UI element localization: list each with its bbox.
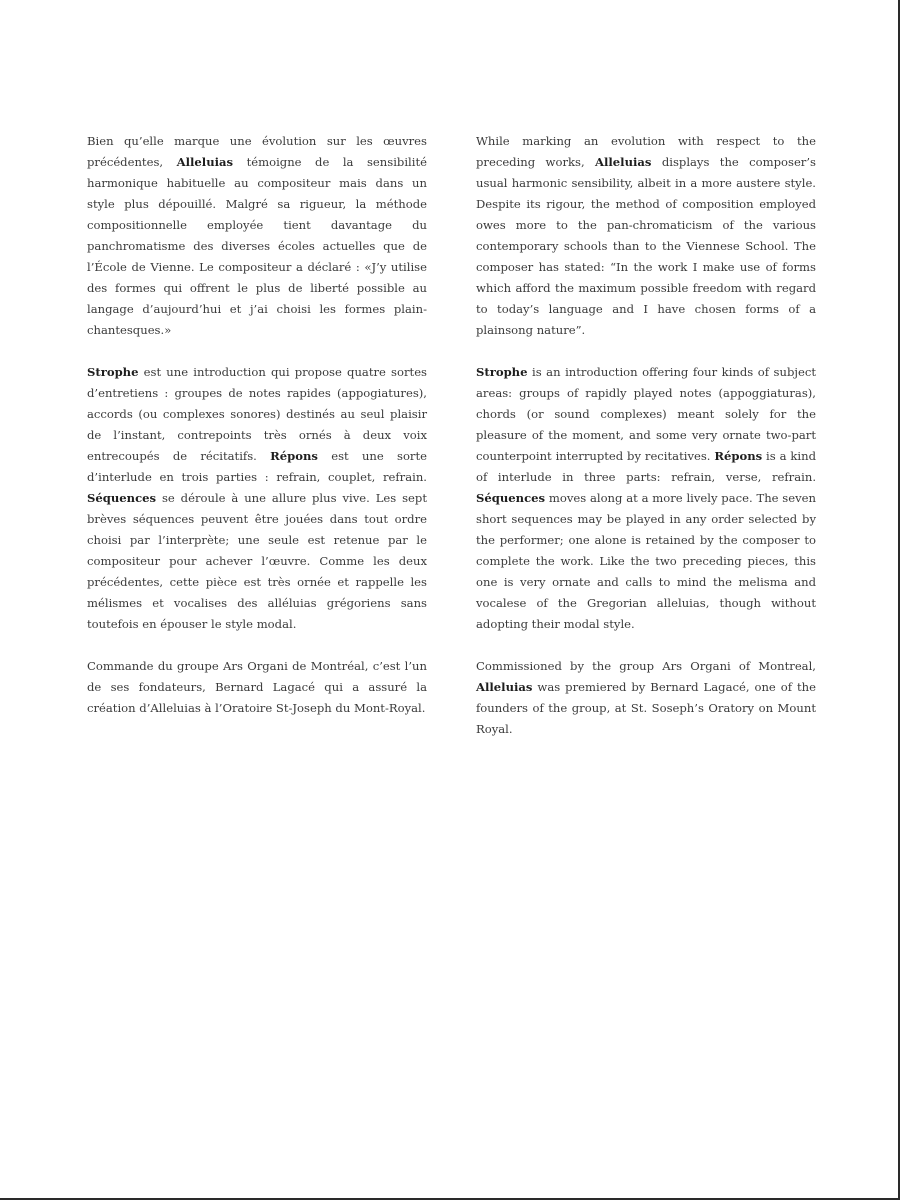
- work-title: Alleluias: [176, 155, 234, 169]
- work-title: Alleluias: [476, 680, 533, 694]
- text-run: moves along at a more lively pace. The seven short sequences may be played in any order selected by the performer; one alone is retained by the composer to complete the work. Like the two preceding pieces, this one is very ornate and calls to mind the melisma and vocalese of the Gregorian alleluias, though without adopting their modal style.: [476, 491, 816, 631]
- text-run: est une introduction qui propose quatre sortes d’entretiens : groupes de notes rapides (appogiatures), accords (ou complexes sonores) destinés au seul plaisir de l’instant, contrepoints très ornés à deux voix entrecoupés de récitatifs.: [87, 365, 427, 463]
- french-paragraph-commission: [87, 656, 427, 719]
- english-paragraph-commission: [476, 656, 816, 740]
- text-run: est une sorte d’interlude en trois parties : refrain, couplet, refrain.: [87, 449, 427, 484]
- text-run: témoigne de la sensibilité harmonique habituelle au compositeur mais dans un style plus dépouillé. Malgré sa rigueur, la méthode compositionnelle employée tient davantage du panchromatisme des diverses écoles actuelles que de l’École de Vienne. Le compositeur a déclaré : «J’y utilise des formes qui offrent le plus de liberté possible au langage d’aujourd’hui et j’ai choisi les formes plain-chantesques.»: [87, 155, 427, 337]
- movement-title-sequences: Séquences: [476, 491, 546, 505]
- text-run: is an introduction offering four kinds of subject areas: groups of rapidly played notes (appoggiaturas), chords (or sound complexes) meant solely for the pleasure of the moment, and some very ornate two-part counterpoint interrupted by recitatives.: [476, 365, 816, 463]
- movement-title-strophe: Strophe: [87, 365, 139, 379]
- movement-title-repons: Répons: [714, 449, 763, 463]
- text-run: Commissioned by the group Ars Organi of Montreal,: [476, 659, 816, 673]
- english-paragraph-movements: [476, 362, 816, 635]
- text-run: Bien qu’elle marque une évolution sur les œuvres précédentes,: [87, 134, 427, 169]
- work-title: Alleluias: [595, 155, 652, 169]
- french-paragraph-movements: [87, 362, 427, 635]
- text-run: is a kind of interlude in three parts: refrain, verse, refrain.: [476, 449, 816, 484]
- movement-title-strophe: Strophe: [476, 365, 528, 379]
- text-run: se déroule à une allure plus vive. Les sept brèves séquences peuvent être jouées dans tout ordre choisi par l’interprète; une seule est retenue par le compositeur pour achever l’œuvre. Comme les deux précédentes, cette pièce est très ornée et rappelle les mélismes et vocalises des alléluias grégoriens sans toutefois en épouser le style modal.: [87, 491, 427, 631]
- french-column: [87, 131, 427, 740]
- english-paragraph-intro: [476, 131, 816, 341]
- text-run: displays the composer’s usual harmonic sensibility, albeit in a more austere style. Despite its rigour, the method of composition employed owes more to the pan-chromaticism of the various contemporary schools than to the Viennese School. The composer has stated: “In the work I make use of forms which afford the maximum possible freedom with regard to today’s language and I have chosen forms of a plainsong nature”.: [476, 155, 816, 337]
- movement-title-sequences: Séquences: [87, 491, 157, 505]
- text-run: was premiered by Bernard Lagacé, one of the founders of the group, at St. Soseph’s Oratory on Mount Royal.: [476, 680, 816, 736]
- french-paragraph-intro: [87, 131, 427, 341]
- english-column: [476, 131, 816, 761]
- movement-title-repons: Répons: [270, 449, 318, 463]
- text-run: Commande du groupe Ars Organi de Montréal, c’est l’un de ses fondateurs, Bernard Lagacé qui a assuré la création d’Alleluias à l’Oratoire St-Joseph du Mont-Royal.: [87, 659, 427, 715]
- text-run: While marking an evolution with respect to the preceding works,: [476, 134, 816, 169]
